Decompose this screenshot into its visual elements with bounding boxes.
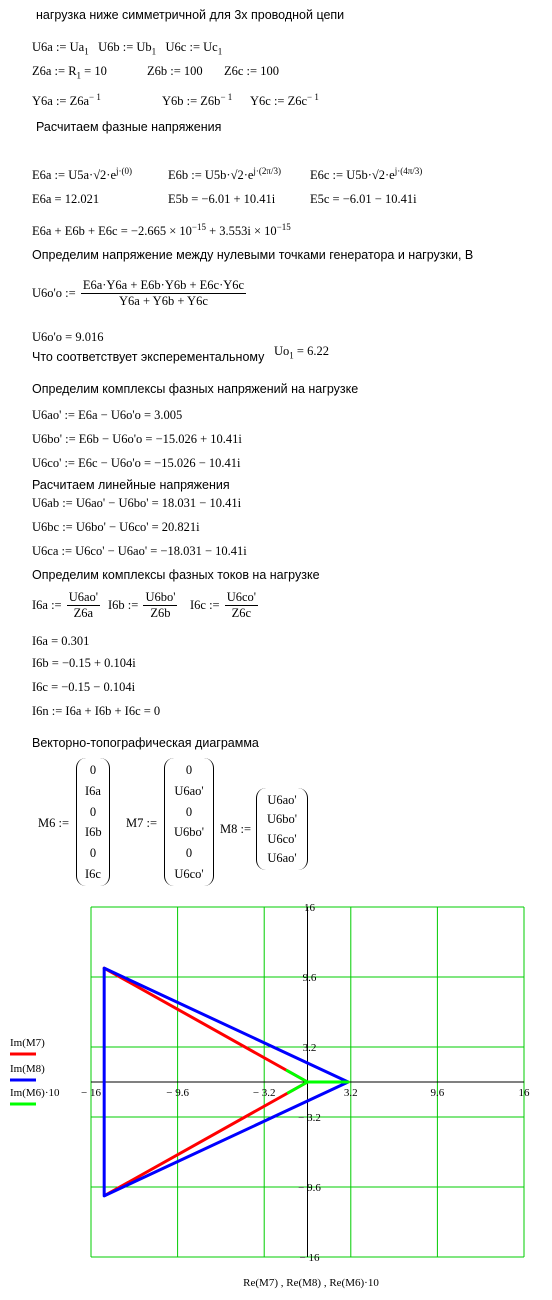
neutral-formula-num: E6a·Y6a + E6b·Y6b + E6c·Y6c (82, 278, 245, 292)
current-val-b: I6b = −0.15 + 0.104i (32, 656, 136, 670)
legend-label: Im(M6)·10 (10, 1087, 60, 1099)
m8-label: M8 := (220, 822, 252, 836)
neutral-value: U6o'o = 9.016 (32, 330, 104, 344)
current-def-b: I6b := $\frac{U6bo'}{Z6b}$ (108, 590, 176, 620)
experiment-note: Что соответствует эксперементальному (32, 350, 265, 364)
header-note: нагрузка ниже симметричной для 3х проводной цепи (36, 8, 345, 22)
m7-matrix: 0 U6ao' 0 U6bo' 0 U6co' (164, 758, 214, 886)
phase-load-heading: Определим комплексы фазных напряжений на нагрузке (32, 382, 359, 396)
y-tick-label: − 9.6 (298, 1182, 321, 1194)
m6-label: M6 := (38, 816, 70, 830)
x-tick-label: − 3.2 (252, 1087, 276, 1099)
e6c-def: E6c := $U5b\cdot√2\cdot e^{j\cdot(4\pi/3)}$ (310, 165, 423, 182)
assign-y6a: Y6a := $Z6a^{- 1}$ (32, 91, 101, 108)
neutral-heading: Определим напряжение между нулевыми точками генератора и нагрузки, В (32, 248, 474, 262)
assign-y6b: Y6b := $Z6b^{- 1}$ (162, 91, 233, 108)
x-tick-label: 9.6 (430, 1087, 445, 1099)
assign-z6b: Z6b := 100 (147, 64, 203, 78)
diagram-heading: Векторно-топографическая диаграмма (32, 736, 259, 750)
e5c-value: E5c = −6.01 − 10.41i (310, 192, 417, 206)
phase-load-a: U6ao' := E6a − U6o'o = 3.005 (32, 408, 183, 422)
x-tick-label: 16 (518, 1087, 530, 1099)
x-axis-label: Re(M7) , Re(M8) , Re(M6)·10 (243, 1277, 379, 1289)
x-tick-label: 3.2 (343, 1087, 358, 1099)
matrix-row (0, 758, 552, 888)
legend-label: Im(M8) (10, 1063, 45, 1075)
current-def-c: I6c := $\frac{U6co'}{Z6c}$ (190, 590, 257, 620)
y-tick-label: 16 (304, 902, 315, 914)
neutral-formula-den: Y6a + Y6b + Y6c (119, 294, 208, 308)
current-val-a: I6a = 0.301 (32, 634, 90, 648)
line-volt-bc: U6bc := U6bo' − U6co' = 20.821i (32, 520, 200, 534)
line-volt-ca: U6ca := U6co' − U6ao' = −18.031 − 10.41i (32, 544, 247, 558)
m6-matrix: 0 I6a 0 I6b 0 I6c (76, 758, 110, 886)
e6b-def: E6b := $U5b\cdot√2\cdot e^{j\cdot(2\pi/3)}$ (168, 165, 281, 182)
current-val-c: I6c = −0.15 − 0.104i (32, 680, 136, 694)
assign-z6c: Z6c := 100 (224, 64, 279, 78)
e-sum: $E6a + E6b + E6c = -2.665 \times 10^{-15} + 3.553i \times 10^{-15}$ (32, 221, 291, 238)
phase-load-c: U6co' := E6c − U6o'o = −15.026 − 10.41i (32, 456, 241, 470)
y-tick-label: 9.6 (302, 972, 317, 984)
e6a-value: E6a = 12.021 (32, 192, 100, 206)
y-tick-label: − 3.2 (298, 1112, 321, 1124)
m7-label: M7 := (126, 816, 158, 830)
e6a-def: E6a := $U5a\cdot√2\cdot e^{j\cdot(0)}$ (32, 165, 133, 182)
current-val-n: I6n := I6a + I6b + I6c = 0 (32, 704, 161, 718)
m8-matrix: U6ao' U6bo' U6co' U6ao' (256, 788, 308, 870)
y-tick-label: 3.2 (302, 1042, 317, 1054)
current-def-a: I6a := $\frac{U6ao'}{Z6a}$ (32, 590, 99, 620)
legend-label: Im(M7) (10, 1037, 45, 1049)
x-tick-label: − 16 (81, 1087, 101, 1099)
line-heading: Расчитаем линейные напряжения (32, 478, 230, 492)
assign-y6c: Y6c := $Z6c^{- 1}$ (250, 91, 319, 108)
assign-z-line: Z6a := $R_1 = 10$ (32, 64, 107, 81)
assign-u-line: U6a := $Ua_1$ U6b := $Ub_1$ U6c := $Uc_1$ (32, 40, 223, 57)
e5b-value: E5b = −6.01 + 10.41i (168, 192, 276, 206)
phase-heading: Расчитаем фазные напряжения (36, 120, 222, 134)
current-heading: Определим комплексы фазных токов на нагрузке (32, 568, 320, 582)
y-tick-label: − 16 (299, 1252, 320, 1264)
x-tick-label: − 9.6 (166, 1087, 189, 1099)
vector-diagram-chart (0, 890, 552, 1300)
line-volt-ab: U6ab := U6ao' − U6bo' = 18.031 − 10.41i (32, 496, 242, 510)
experiment-value: $Uo_1 = 6.22$ (274, 344, 329, 361)
neutral-formula: U6o'o := $\frac{E6a\cdot Y6a + E6b\cdot Y6b + E6c\cdot Y6c}{Y6a + Y6b + Y6c}$ (32, 278, 245, 308)
phase-load-b: U6bo' := E6b − U6o'o = −15.026 + 10.41i (32, 432, 242, 446)
